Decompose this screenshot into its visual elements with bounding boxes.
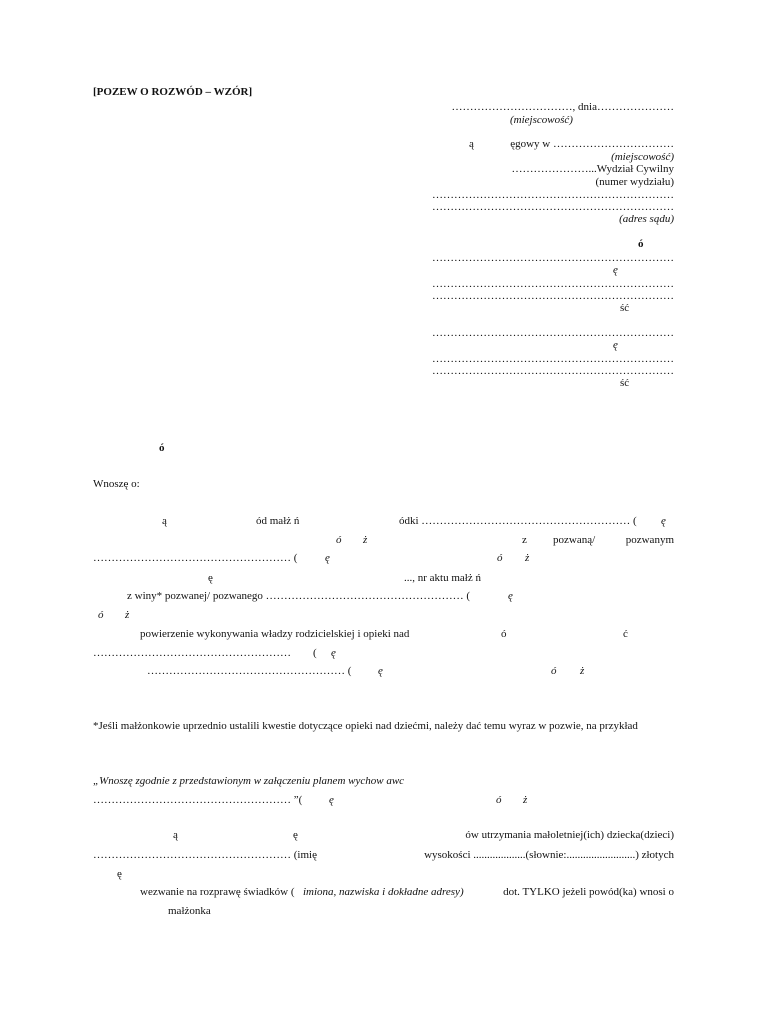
text-fragment: ó (496, 794, 502, 806)
place-date-line: ……………………………, dnia………………… (451, 101, 674, 113)
party-glyph: ść (620, 377, 630, 389)
text-fragment: ę (329, 794, 334, 806)
party-glyph: ę (613, 264, 618, 276)
text-fragment: pozwanym (625, 534, 674, 546)
text-fragment: z (522, 534, 527, 546)
text-fragment: ……………………………………………… (imię (93, 849, 317, 861)
party-line: ………………………………………………………… (432, 252, 674, 264)
text-fragment: ę (378, 665, 383, 677)
example-quote: „Wnoszę zgodnie z przedstawionym w załączeniu planem wychow awc (93, 775, 405, 787)
party-glyph: ść (620, 302, 630, 314)
text-fragment: powierzenie wykonywania władzy rodzicielskiej i opieki nad (140, 628, 410, 640)
text-fragment: z winy* pozwanej/ pozwanego ……………………………………………… ( (127, 590, 471, 602)
place-hint: (miejscowość) (510, 114, 573, 126)
party-line: ………………………………………………………… (432, 353, 674, 365)
text-fragment: ż (525, 552, 530, 564)
text-fragment: ż (580, 665, 585, 677)
text-fragment: ą (162, 515, 167, 527)
text-fragment: ż (363, 534, 368, 546)
footnote: *Jeśli małżonkowie uprzednio ustalili kwestie dotyczące opieki nad dziećmi, należy dać temu wyraz w pozwie, na przykład (93, 720, 638, 732)
text-fragment: dot. TYLKO jeżeli powód(ka) wnosi o (503, 886, 674, 898)
section-heading-glyph: ó (159, 442, 165, 454)
text-fragment: ódki ………………………………………………… ( (399, 515, 637, 527)
text-fragment: ą (173, 829, 178, 841)
document-title: [POZEW O ROZWÓD – WZÓR] (93, 86, 253, 98)
text-fragment: ……………………………………………… (93, 647, 291, 659)
text-fragment: ż (523, 794, 528, 806)
court-division-hint: (numer wydziału) (595, 176, 674, 188)
text-fragment: ów utrzymania małoletniej(ich) dziecka(dzieci) (465, 829, 674, 841)
text-fragment: ód małż ń (256, 515, 300, 527)
text-fragment: ę (208, 572, 213, 584)
text-fragment: ę (508, 590, 513, 602)
request-intro: Wnoszę o: (93, 478, 140, 490)
text-fragment: ( (313, 647, 317, 659)
text-fragment: ę (117, 868, 122, 880)
party-line: ………………………………………………………… (432, 327, 674, 339)
text-fragment: imiona, nazwiska i dokładne adresy) (303, 886, 464, 898)
party-line: ………………………………………………………… (432, 290, 674, 302)
text-fragment: ę (661, 515, 666, 527)
text-fragment: ……………………………………………… ”( (93, 794, 303, 806)
party-line: ………………………………………………………… (432, 278, 674, 290)
text-fragment: wysokości ...................(słownie:.........................) złotych (424, 849, 674, 861)
party-glyph: ę (613, 339, 618, 351)
text-fragment: ó (336, 534, 342, 546)
text-fragment: ż (125, 609, 130, 621)
text-fragment: wezwanie na rozprawę świadków ( (140, 886, 295, 898)
court-line: ęgowy w …………………………… (510, 138, 674, 150)
text-fragment: ę (331, 647, 336, 659)
text-fragment: ę (293, 829, 298, 841)
text-fragment: małżonka (168, 905, 211, 917)
text-fragment: ……………………………………………… ( (147, 665, 352, 677)
text-fragment: ..., nr aktu małż ń (404, 572, 481, 584)
party-line: ………………………………………………………… (432, 365, 674, 377)
court-address-line: ………………………………………………………… (432, 201, 674, 213)
court-division-line: …………………...Wydział Cywilny (511, 163, 674, 175)
text-fragment: ó (551, 665, 557, 677)
court-address-hint: (adres sądu) (619, 213, 674, 225)
court-line-fragment: ą (469, 138, 474, 150)
text-fragment: ę (325, 552, 330, 564)
text-fragment: ó (497, 552, 503, 564)
text-fragment: ……………………………………………… ( (93, 552, 298, 564)
court-place-hint: (miejscowość) (611, 151, 674, 163)
text-fragment: pozwaną/ (553, 534, 596, 546)
text-fragment: ó (98, 609, 104, 621)
court-address-line: ………………………………………………………… (432, 189, 674, 201)
party-heading-glyph: ó (638, 238, 644, 250)
text-fragment: ć (623, 628, 628, 640)
text-fragment: ó (501, 628, 507, 640)
